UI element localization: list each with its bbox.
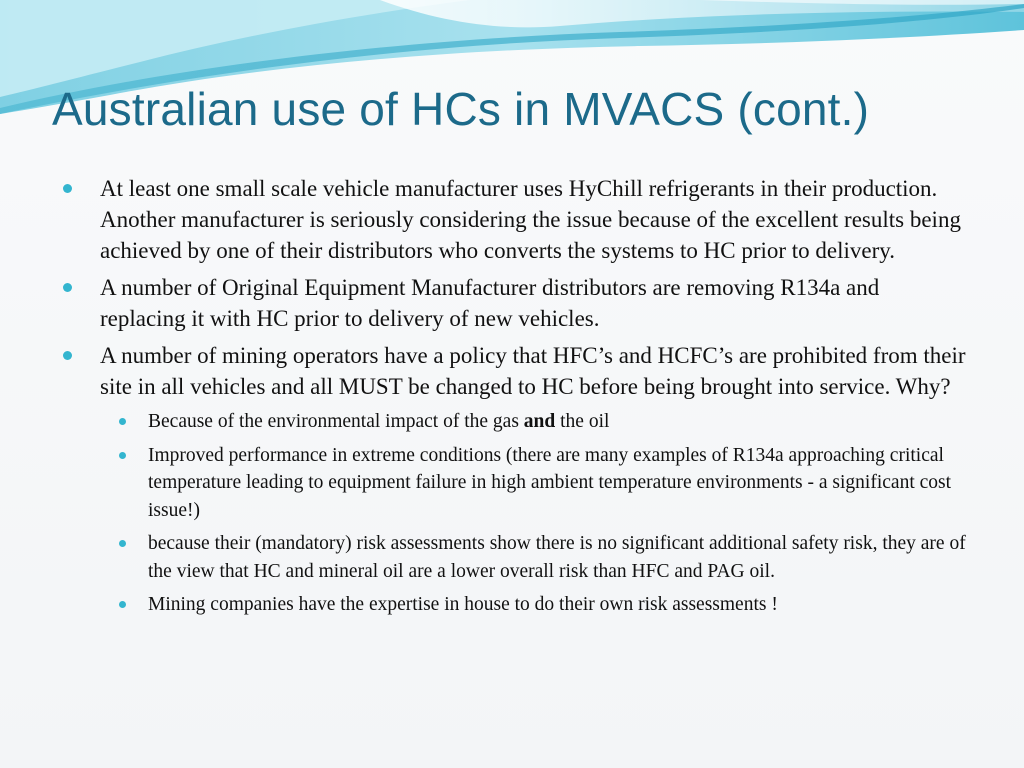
- sub-list-item: [61, 408, 968, 436]
- sub-list-item: [61, 591, 968, 619]
- slide-title: Australian use of HCs in MVACS (cont.): [52, 83, 870, 135]
- sub-bullet-dot-icon: [119, 540, 126, 547]
- sub-bullet-text: Mining companies have the expertise in house to do their own risk assessments !: [148, 594, 778, 615]
- sub-bullet-list: [103, 408, 968, 619]
- sub-bullet-text: Improved performance in extreme conditions (there are many examples of R134a approaching critical temperature leading to equipment failure in high ambient temperature environments - a significant cost issue!): [148, 444, 952, 521]
- sub-bullet-dot-icon: [119, 601, 126, 608]
- sub-bullet-text-after: the oil: [555, 411, 610, 432]
- list-item: [58, 340, 968, 619]
- sub-bullet-text: because their (mandatory) risk assessments show there is no significant additional safety risk, they are of the view that HC and mineral oil are a lower overall risk than HFC and PAG oil.: [148, 533, 966, 582]
- slide-body: [58, 173, 968, 625]
- bullet-dot-icon: [63, 351, 72, 360]
- bullet-text: A number of Original Equipment Manufacturer distributors are removing R134a and replacing it with HC prior to delivery of new vehicles.: [100, 275, 880, 331]
- bullet-dot-icon: [63, 184, 72, 193]
- bullet-text: A number of mining operators have a policy that HFC’s and HCFC’s are prohibited from their site in all vehicles and all MUST be changed to HC before being brought into service. Why?: [100, 343, 966, 399]
- bullet-list: [58, 173, 968, 619]
- sub-list-item: [61, 442, 968, 525]
- sub-bullet-bold-text: and: [523, 411, 556, 432]
- bullet-text: At least one small scale vehicle manufacturer uses HyChill refrigerants in their production. Another manufacturer is seriously considering the issue because of the excellent results being achieved by one of their distributors who converts the systems to HC prior to delivery.: [100, 176, 961, 263]
- list-item: [58, 173, 968, 266]
- sub-bullet-dot-icon: [119, 418, 126, 425]
- sub-list-item: [61, 530, 968, 585]
- sub-bullet-text-before: Because of the environmental impact of the gas: [148, 411, 524, 432]
- sub-bullet-dot-icon: [119, 452, 126, 459]
- bullet-dot-icon: [63, 283, 72, 292]
- list-item: [58, 272, 968, 334]
